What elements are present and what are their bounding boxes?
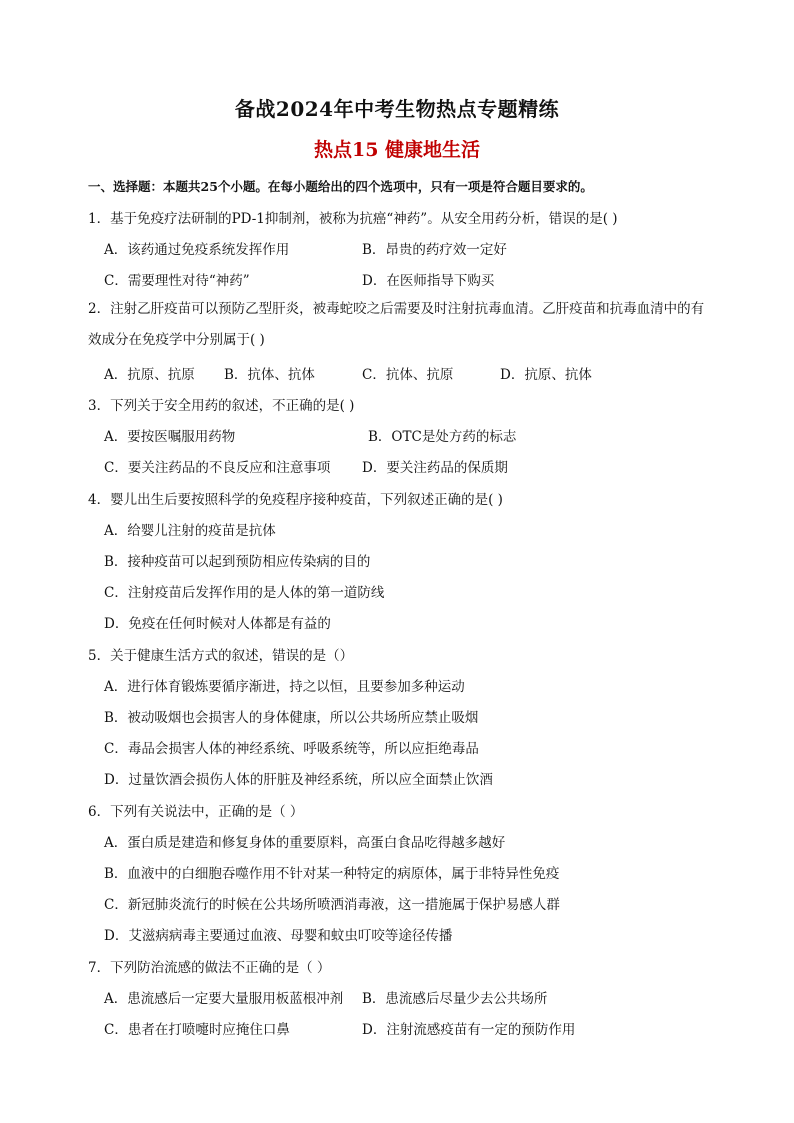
question-2-option-c: C．抗体、抗原 [362, 367, 454, 383]
question-3-option-b: B．OTC是处方药的标志 [368, 429, 517, 445]
question-5-option-d: D．过量饮酒会损伤人体的肝脏及神经系统，所以应全面禁止饮酒 [104, 772, 493, 788]
question-5-stem: 5．关于健康生活方式的叙述，错误的是（） [88, 648, 354, 664]
question-6-option-d: D．艾滋病病毒主要通过血液、母婴和蚊虫叮咬等途径传播 [104, 928, 453, 944]
question-3-option-a: A．要按医嘱服用药物 [104, 429, 236, 445]
question-5-option-b: B．被动吸烟也会损害人的身体健康，所以公共场所应禁止吸烟 [104, 710, 479, 726]
question-6-option-a: A．蛋白质是建造和修复身体的重要原料，高蛋白食品吃得越多越好 [104, 835, 506, 851]
question-2-option-d: D．抗原、抗体 [500, 367, 592, 383]
question-7-option-b: B．患流感后尽量少去公共场所 [362, 991, 548, 1007]
question-1-option-c: C．需要理性对待“神药” [104, 273, 250, 289]
question-5-option-a: A．进行体育锻炼要循序渐进，持之以恒，且要参加多种运动 [104, 679, 465, 695]
question-7-option-d: D．注射流感疫苗有一定的预防作用 [362, 1022, 576, 1038]
question-3-stem: 3．下列关于安全用药的叙述，不正确的是( ) [88, 398, 355, 414]
question-4-option-a: A．给婴儿注射的疫苗是抗体 [104, 523, 276, 539]
question-6-option-b: B．血液中的白细胞吞噬作用不针对某一种特定的病原体，属于非特异性免疫 [104, 866, 560, 882]
question-1-stem: 1．基于免疫疗法研制的PD-1抑制剂，被称为抗癌“神药”。从安全用药分析，错误的是( ) [88, 211, 618, 227]
question-4-option-c: C．注射疫苗后发挥作用的是人体的第一道防线 [104, 585, 385, 601]
page-subtitle: 热点15 健康地生活 [313, 139, 481, 161]
question-6-option-c: C．新冠肺炎流行的时候在公共场所喷洒消毒液，这一措施属于保护易感人群 [104, 897, 560, 913]
question-7-stem: 7．下列防治流感的做法不正确的是（ ） [88, 960, 331, 976]
question-4-option-d: D．免疫在任何时候对人体都是有益的 [104, 616, 331, 632]
question-2-option-a: A．抗原、抗原 [104, 367, 195, 383]
question-2-stem: 2．注射乙肝疫苗可以预防乙型肝炎，被毒蛇咬之后需要及时注射抗毒血清。乙肝疫苗和抗毒血清中的有效成分在免疫学中分别属于( ) [88, 301, 705, 348]
question-4-option-b: B．接种疫苗可以起到预防相应传染病的目的 [104, 554, 371, 570]
question-1-option-a: A．该药通过免疫系统发挥作用 [104, 242, 290, 258]
question-7-option-a: A．患流感后一定要大量服用板蓝根冲剂 [104, 991, 344, 1007]
question-4-stem: 4．婴儿出生后要按照科学的免疫程序接种疫苗，下列叙述正确的是( ) [88, 492, 503, 508]
page-title: 备战2024年中考生物热点专题精练 [234, 97, 560, 121]
question-2-option-b: B．抗体、抗体 [224, 367, 315, 383]
question-7-option-c: C．患者在打喷嚏时应掩住口鼻 [104, 1022, 290, 1038]
question-6-stem: 6．下列有关说法中，正确的是（ ） [88, 804, 304, 820]
question-3-option-c: C．要关注药品的不良反应和注意事项 [104, 460, 331, 476]
question-1-option-d: D．在医师指导下购买 [362, 273, 495, 289]
section-instructions: 一、选择题：本题共25个小题。在每小题给出的四个选项中，只有一项是符合题目要求的。 [88, 179, 593, 194]
question-3-option-d: D．要关注药品的保质期 [362, 460, 508, 476]
question-1-option-b: B．昂贵的药疗效一定好 [362, 242, 507, 258]
question-5-option-c: C．毒品会损害人体的神经系统、呼吸系统等，所以应拒绝毒品 [104, 741, 479, 757]
